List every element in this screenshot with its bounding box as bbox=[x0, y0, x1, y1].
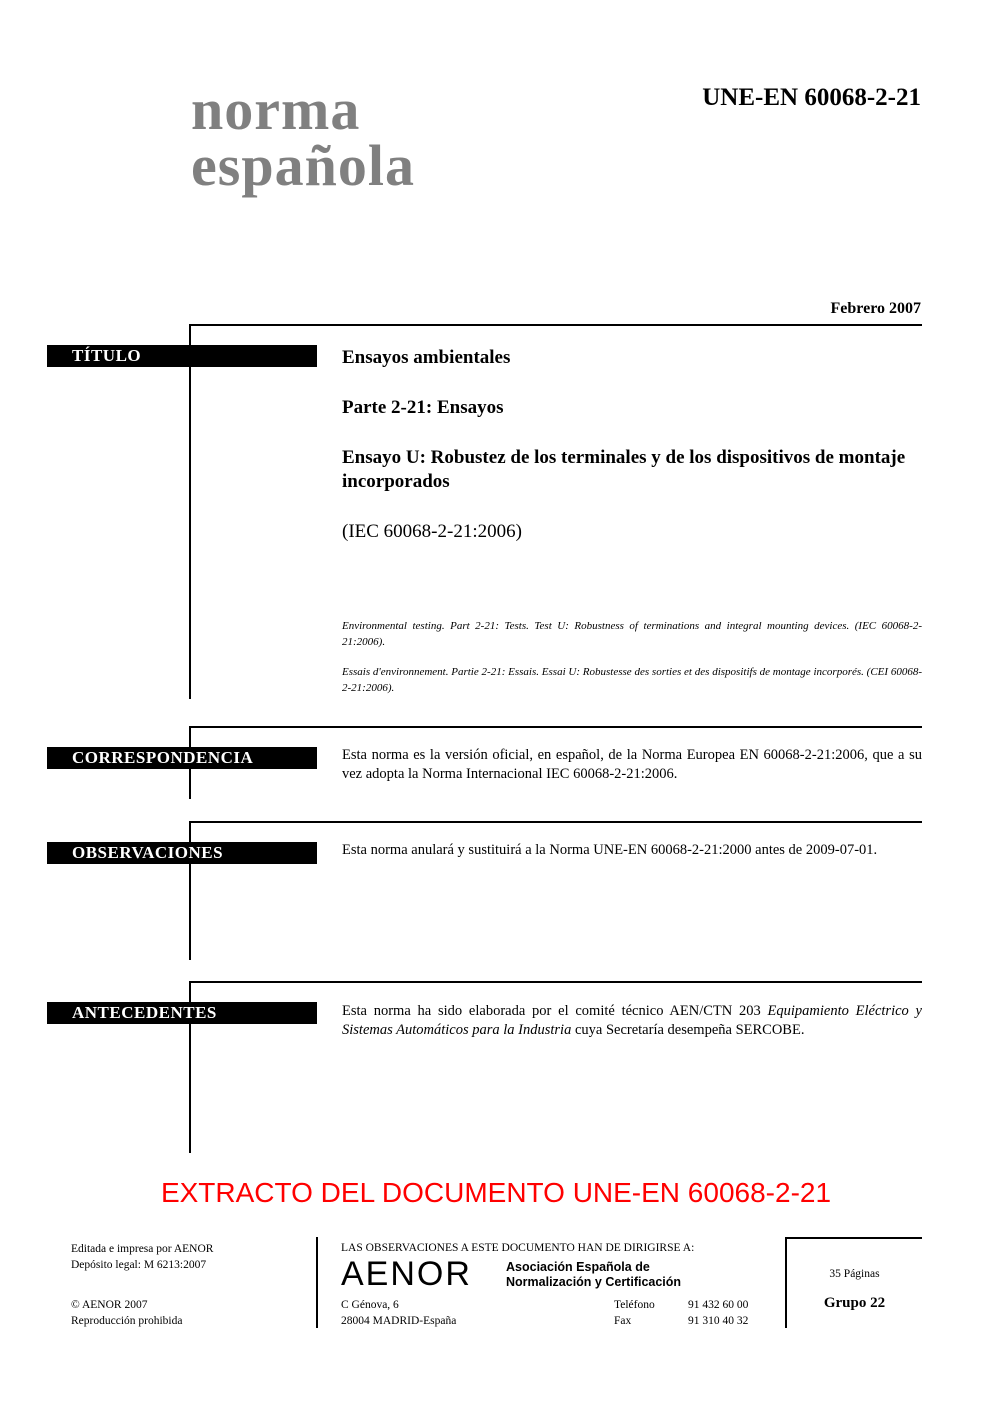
observaciones-text: Esta norma anulará y sustituirá a la Norma UNE-EN 60068-2-21:2000 antes de 2009-07-01. bbox=[342, 842, 878, 858]
address-street: C Génova, 6 bbox=[341, 1299, 399, 1311]
organization-name bbox=[506, 1260, 681, 1290]
section-label-titulo: TÍTULO bbox=[47, 345, 317, 367]
legal-deposit: Depósito legal: M 6213:2007 bbox=[71, 1259, 207, 1271]
committee-name: Equipamiento Eléctrico y Sistemas Automáticos para la Industria bbox=[342, 1003, 922, 1038]
publication-date: Febrero 2007 bbox=[830, 300, 921, 317]
footer-box-top bbox=[785, 1237, 922, 1239]
document-part: Parte 2-21: Ensayos bbox=[342, 397, 504, 418]
brand-line-1: norma bbox=[191, 77, 361, 142]
section-rule bbox=[189, 324, 191, 699]
footer-box-rule bbox=[785, 1237, 787, 1328]
section-label-antecedentes: ANTECEDENTES bbox=[47, 1002, 317, 1024]
iec-reference: (IEC 60068-2-21:2006) bbox=[342, 521, 522, 542]
section-divider bbox=[189, 981, 922, 983]
brand-title bbox=[191, 77, 415, 198]
section-divider bbox=[189, 324, 922, 326]
standard-code: UNE-EN 60068-2-21 bbox=[702, 84, 921, 111]
edited-by: Editada e impresa por AENOR bbox=[71, 1243, 214, 1255]
english-title: Environmental testing. Part 2-21: Tests. Test U: Robustness of terminations and integral mounting devices. (IEC 60068-2-21:2006). bbox=[342, 620, 922, 648]
copyright: © AENOR 2007 bbox=[71, 1299, 148, 1311]
section-label-observaciones: OBSERVACIONES bbox=[47, 842, 317, 864]
footer-contact-values bbox=[688, 1297, 748, 1329]
fax-label: Fax bbox=[614, 1315, 632, 1327]
address-city: 28004 MADRID-España bbox=[341, 1315, 457, 1327]
price-group: Grupo 22 bbox=[823, 1295, 886, 1311]
section-divider bbox=[189, 726, 922, 728]
antecedentes-text-start: Esta norma ha sido elaborada por el comité técnico AEN/CTN 203 bbox=[342, 1003, 768, 1019]
footer-contact-labels bbox=[614, 1297, 655, 1329]
extract-notice: EXTRACTO DEL DOCUMENTO UNE-EN 60068-2-21 bbox=[160, 1177, 832, 1208]
correspondencia-text: Esta norma es la versión oficial, en español, de la Norma Europea EN 60068-2-21:2006, que a su vez adopta la Norma Internacional IEC 60068-2-21:2006. bbox=[342, 747, 922, 782]
phone-number: 91 432 60 00 bbox=[688, 1299, 749, 1311]
document-test: Ensayo U: Robustez de los terminales y de los dispositivos de montaje incorporados bbox=[342, 447, 906, 492]
antecedentes-text-end: cuya Secretaría desempeña SERCOBE. bbox=[571, 1022, 805, 1038]
footer-address bbox=[341, 1297, 456, 1329]
section-label-correspondencia: CORRESPONDENCIA bbox=[47, 747, 317, 769]
fax-number: 91 310 40 32 bbox=[688, 1315, 749, 1327]
footer-edition-info bbox=[71, 1241, 213, 1273]
organization-line-1: Asociación Española de bbox=[506, 1260, 650, 1274]
page-count: 35 Páginas bbox=[829, 1268, 880, 1280]
reproduction-notice: Reproducción prohibida bbox=[71, 1315, 183, 1327]
document-title: Ensayos ambientales bbox=[342, 347, 511, 368]
french-title: Essais d'environnement. Partie 2-21: Essais. Essai U: Robustesse des sorties et des dispositifs de montage incorporés. (CEI 60068-2-21:2006). bbox=[342, 666, 922, 694]
phone-label: Teléfono bbox=[614, 1299, 655, 1311]
observations-notice: LAS OBSERVACIONES A ESTE DOCUMENTO HAN DE DIRIGIRSE A: bbox=[341, 1242, 695, 1254]
organization-line-2: Normalización y Certificación bbox=[506, 1275, 682, 1289]
antecedentes-text bbox=[342, 1002, 922, 1040]
aenor-logo: AENOR bbox=[341, 1255, 472, 1293]
footer-rule bbox=[316, 1237, 318, 1328]
section-divider bbox=[189, 821, 922, 823]
footer-copyright-info bbox=[71, 1297, 182, 1329]
brand-line-2: española bbox=[191, 133, 415, 198]
